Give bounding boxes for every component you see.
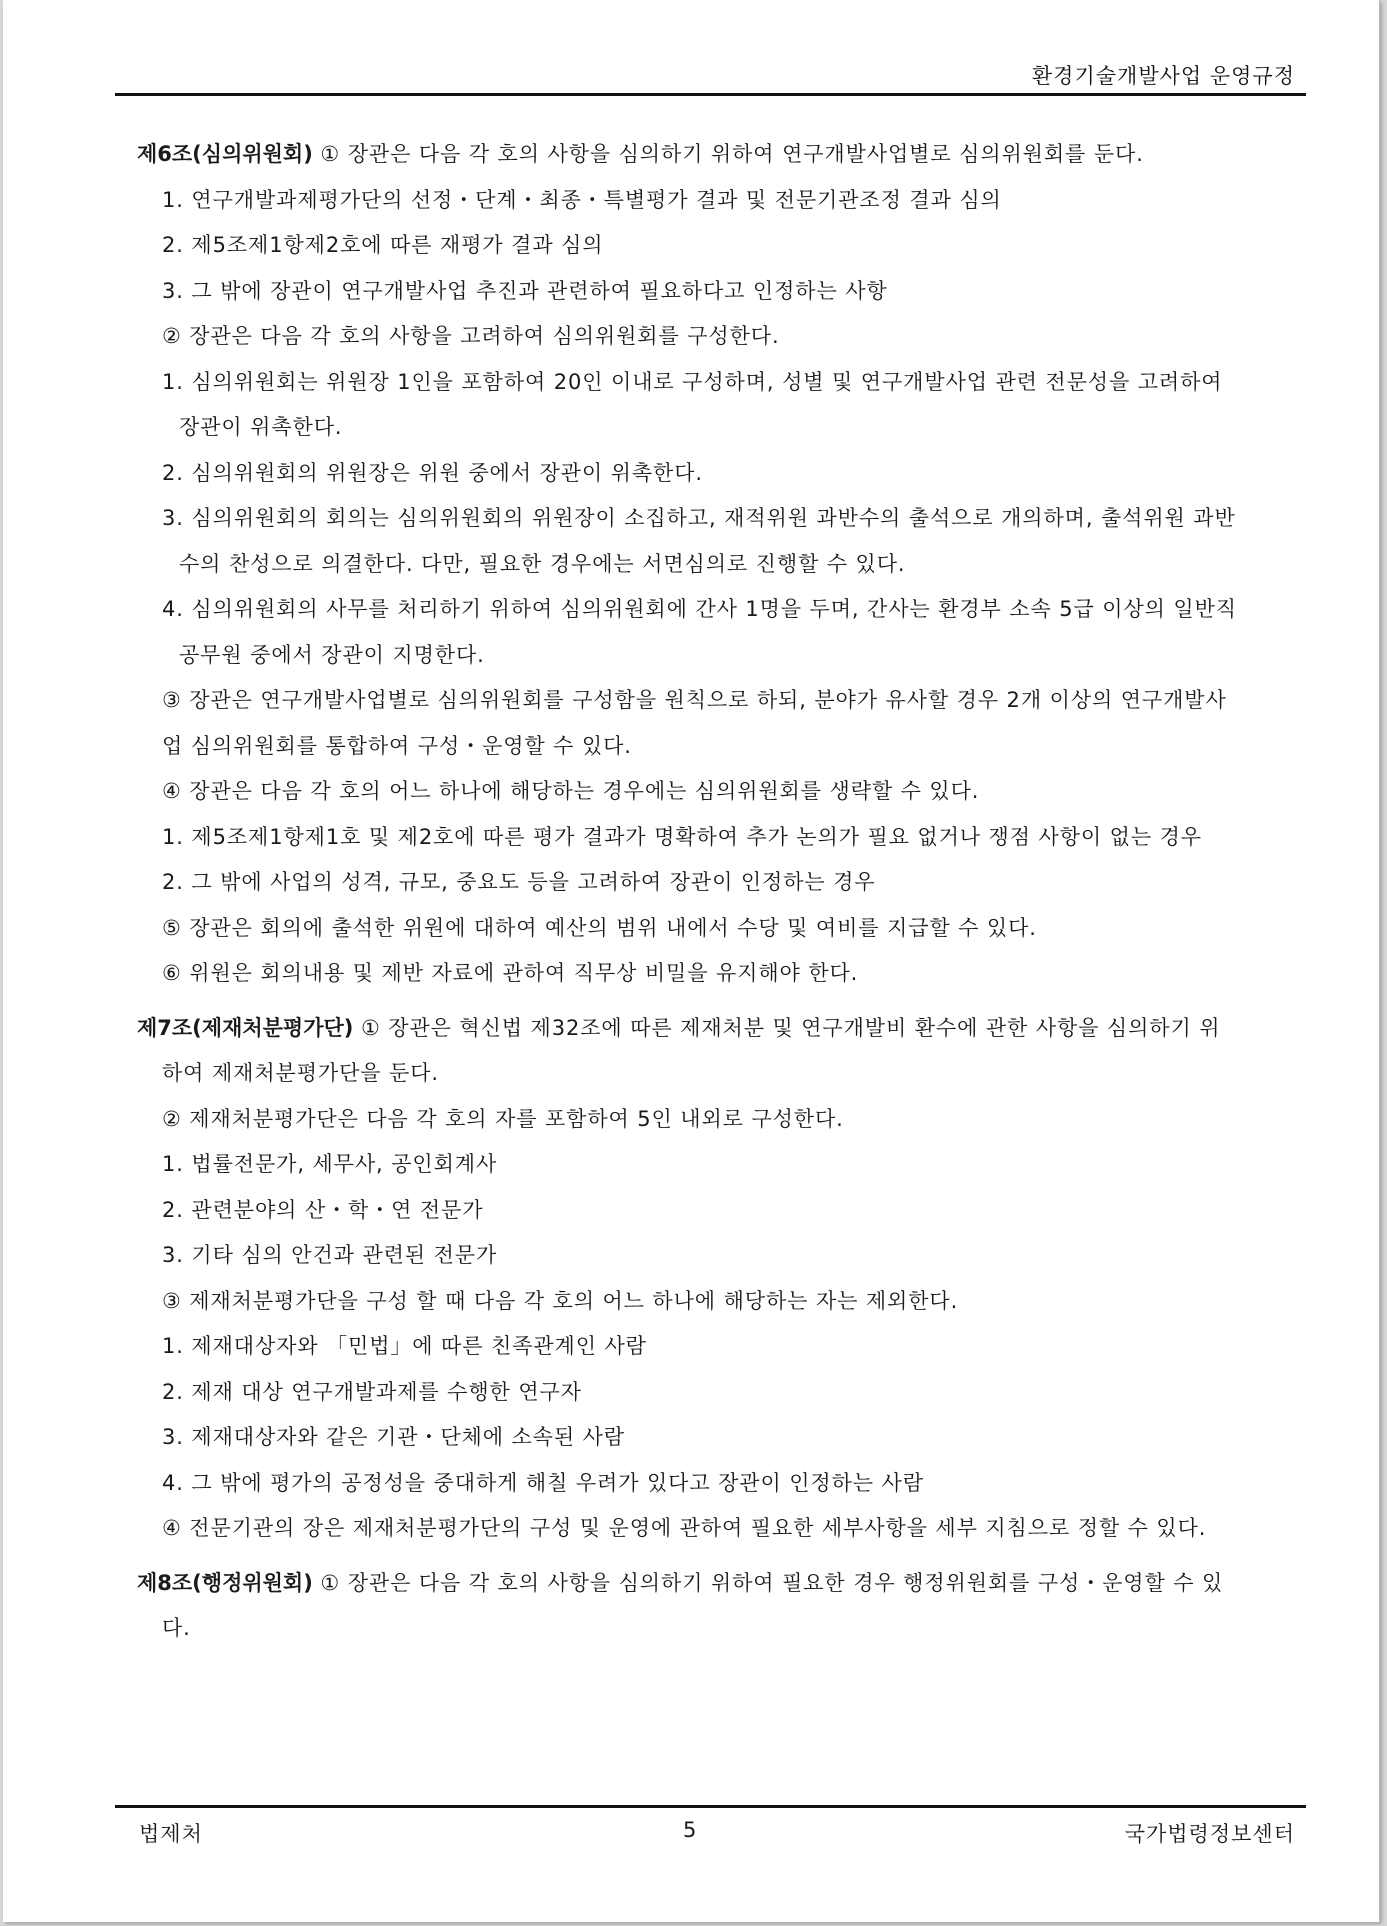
list-item: 3. 심의위원회의 회의는 심의위원회의 위원장이 소집하고, 재적위원 과반수의 출석으로 개의하며, 출석위원 과반: [162, 506, 1236, 530]
list-item: 2. 제5조제1항제2호에 따른 재평가 결과 심의: [162, 233, 604, 257]
article-7-heading: [137, 1006, 1307, 1052]
list-item: 4. 그 밖에 평가의 공정성을 중대하게 해칠 우려가 있다고 장관이 인정하는 사람: [162, 1470, 924, 1495]
header-title: 환경기술개발사업 운영규정: [1031, 64, 1295, 88]
article-6-heading: [137, 132, 1307, 178]
page-number: 5: [683, 1818, 697, 1842]
article-8-para-1: ① 장관은 다음 각 호의 사항을 심의하기 위하여 필요한 경우 행정위원회를 구성・운영할 수 있: [320, 1570, 1224, 1595]
list-item: 2. 심의위원회의 위원장은 위원 중에서 장관이 위촉한다.: [162, 460, 703, 485]
list-item: 1. 심의위원회는 위원장 1인을 포함하여 20인 이내로 구성하며, 성별 및 연구개발사업 관련 전문성을 고려하여: [162, 369, 1223, 394]
footer-source: 국가법령정보센터: [1124, 1822, 1295, 1846]
article-6-para-3: ③ 장관은 연구개발사업별로 심의위원회를 구성함을 원칙으로 하되, 분야가 유사할 경우 2개 이상의 연구개발사: [162, 688, 1227, 712]
article-6-para-4: ④ 장관은 다음 각 호의 어느 하나에 해당하는 경우에는 심의위원회를 생략할 수 있다.: [162, 779, 980, 803]
list-item: 2. 그 밖에 사업의 성격, 규모, 중요도 등을 고려하여 장관이 인정하는 경우: [162, 870, 876, 894]
list-item: 3. 제재대상자와 같은 기관・단체에 소속된 사람: [162, 1425, 625, 1449]
article-6-para-2: ② 장관은 다음 각 호의 사항을 고려하여 심의위원회를 구성한다.: [162, 324, 780, 348]
list-item: 1. 제재대상자와 「민법」에 따른 친족관계인 사람: [162, 1334, 647, 1358]
list-item: 2. 제재 대상 연구개발과제를 수행한 연구자: [162, 1379, 582, 1404]
article-6-para-1: ① 장관은 다음 각 호의 사항을 심의하기 위하여 연구개발사업별로 심의위원회를 둔다.: [320, 142, 1144, 166]
document-page: [3, 0, 1380, 1922]
article-8-heading: [137, 1561, 1307, 1607]
article-7-title: 제7조(제재처분평가단): [137, 1015, 354, 1040]
footer-publisher: 법제처: [139, 1822, 203, 1846]
list-item-continuation: 공무원 중에서 장관이 지명한다.: [179, 642, 485, 667]
list-item: 1. 법률전문가, 세무사, 공인회계사: [162, 1152, 498, 1176]
list-item: 4. 심의위원회의 사무를 처리하기 위하여 심의위원회에 간사 1명을 두며, 간사는 환경부 소속 5급 이상의 일반직: [162, 597, 1237, 621]
list-item: 3. 기타 심의 안건과 관련된 전문가: [162, 1243, 498, 1267]
list-item-continuation: 장관이 위촉한다.: [179, 415, 343, 439]
article-7-para-4: ④ 전문기관의 장은 제재처분평가단의 구성 및 운영에 관하여 필요한 세부사항을 세부 지침으로 정할 수 있다.: [162, 1516, 1207, 1540]
article-6-para-5: ⑤ 장관은 회의에 출석한 위원에 대하여 예산의 범위 내에서 수당 및 여비를 지급할 수 있다.: [162, 915, 1037, 940]
list-item-continuation: 수의 찬성으로 의결한다. 다만, 필요한 경우에는 서면심의로 진행할 수 있다.: [179, 551, 906, 576]
article-6-para-6: ⑥ 위원은 회의내용 및 제반 자료에 관하여 직무상 비밀을 유지해야 한다.: [162, 961, 859, 985]
header-rule: [115, 93, 1306, 96]
document-body: [137, 132, 1307, 1652]
article-6-title: 제6조(심의위원회): [137, 142, 313, 166]
article-7-para-2: ② 제재처분평가단은 다음 각 호의 자를 포함하여 5인 내외로 구성한다.: [162, 1106, 844, 1131]
article-7-para-1: ① 장관은 혁신법 제32조에 따른 제재처분 및 연구개발비 환수에 관한 사항을 심의하기 위: [360, 1015, 1221, 1040]
article-7-para-1-continuation: 하여 제재처분평가단을 둔다.: [162, 1061, 439, 1085]
article-8-title: 제8조(행정위원회): [137, 1570, 313, 1595]
list-item: 3. 그 밖에 장관이 연구개발사업 추진과 관련하여 필요하다고 인정하는 사항: [162, 278, 888, 303]
list-item: 1. 제5조제1항제1호 및 제2호에 따른 평가 결과가 명확하여 추가 논의가 필요 없거나 쟁점 사항이 없는 경우: [162, 824, 1202, 849]
list-item: 1. 연구개발과제평가단의 선정・단계・최종・특별평가 결과 및 전문기관조정 결과 심의: [162, 187, 1002, 212]
article-6-para-3-continuation: 업 심의위원회를 통합하여 구성・운영할 수 있다.: [162, 733, 632, 758]
list-item: 2. 관련분야의 산・학・연 전문가: [162, 1197, 484, 1222]
footer-rule: [115, 1805, 1306, 1808]
article-8-para-1-continuation: 다.: [162, 1616, 191, 1640]
article-7-para-3: ③ 제재처분평가단을 구성 할 때 다음 각 호의 어느 하나에 해당하는 자는 제외한다.: [162, 1288, 959, 1313]
